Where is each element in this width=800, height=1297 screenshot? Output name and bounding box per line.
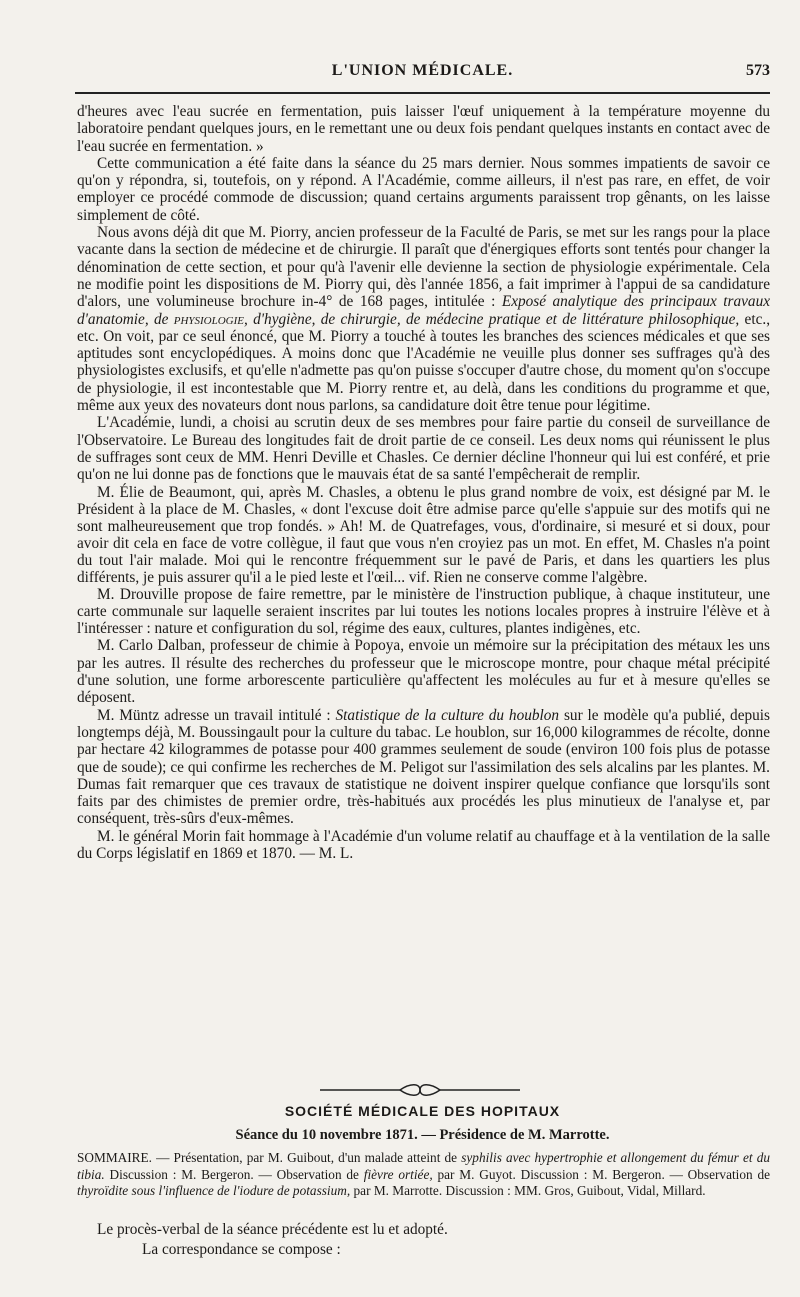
- ornament-divider: [320, 1083, 520, 1097]
- book-title-smallcaps: physiologie: [173, 310, 245, 328]
- paragraph: M. le général Morin fait hommage à l'Académie d'un volume relatif au chauffage et à la ventilation de la salle du Corps législatif en 1869 et 1870. — M. L.: [77, 827, 770, 862]
- book-title-part: , d'hygiène, de chirurgie, de médecine pratique et de littérature philosophique,: [244, 310, 740, 328]
- paragraph-text: Nous avons déjà dit que M. Piorry, ancien professeur de la Faculté de Paris, se met sur les rangs pour la place vacante dans la section de médecine et de chirurgie. Il paraît que d'énergiques efforts sont tentés pour changer la dénomination de cette section, et pour qu'à l'avenir elle devienne la section de physiologie expérimentale. Cela ne modifie point les dispositions de M. Piorry qui, dès l'année 1856, a fait imprimer à l'appui de sa candidature d'alors, une volumineuse brochure in-4° de 168 pages, intitulée :: [77, 224, 770, 311]
- paragraph: Cette communication a été faite dans la séance du 25 mars dernier. Nous sommes impatients de savoir ce qu'on y répondra, si, toutefois, on y répond. A l'Académie, comme ailleurs, il n'est pas rare, en effet, de voir employer ce procédé commode de discussion; quand certains arguments paraissent trop gênants, on les laisse simplement de côté.: [77, 154, 770, 224]
- summary-italic: syphilis avec hypertrophie et allongement du fémur et du tibia.: [77, 1150, 771, 1182]
- article-body: [77, 103, 770, 862]
- section-title: SOCIÉTÉ MÉDICALE DES HOPITAUX: [284, 1103, 561, 1119]
- paragraph: [77, 707, 770, 828]
- paragraph: [77, 224, 770, 414]
- closing-text: [77, 1220, 770, 1260]
- summary-text: Discussion : M. Bergeron. — Observation de: [109, 1166, 359, 1182]
- book-title-part: Exposé analytique des principaux travaux d'anatomie, de: [77, 293, 771, 328]
- paragraph-text: M. Müntz adresse un travail intitulé :: [97, 706, 331, 724]
- paragraph: La correspondance se compose :: [142, 1241, 341, 1258]
- paragraph: Le procès-verbal de la séance précédente est lu et adopté.: [97, 1221, 448, 1238]
- session-line: Séance du 10 novembre 1871. — Présidence de M. Marrotte.: [235, 1127, 610, 1143]
- paragraph: M. Drouville propose de faire remettre, par le ministère de l'instruction publique, à chaque instituteur, une carte communale sur laquelle seraient inscrites par lui toutes les notions locales propres à instruire l'élève et à l'intéresser : nature et configuration du sol, régime des eaux, cultures, plantes indigènes, etc.: [77, 585, 770, 638]
- paragraph: d'heures avec l'eau sucrée en fermentation, puis laisser l'œuf uniquement à la température moyenne du laboratoire pendant quelques jours, en le remettant une ou deux fois pendant quelques instants en contact avec de l'eau sucrée en fermentation. »: [77, 103, 770, 155]
- summary-text: par M. Marrotte. Discussion : MM. Gros, Guibout, Vidal, Millard.: [353, 1183, 706, 1198]
- page-number: 573: [746, 62, 770, 79]
- paragraph-text: sur le modèle qu'a publié, depuis longtemps déjà, M. Boussingault pour la culture du tabac. Le houblon, sur 16,000 kilogrammes de récolte, donne par hectare 42 kilogrammes de potasse pour 400 grammes seulement de soude (environ 100 fois plus de potasse que de soude); ce qui confirme les recherches de M. Peligot sur l'assimilation des sels alcalins par les plantes. M. Dumas fait remarquer que ces travaux de statistique ne doivent inspirer quelque confiance que lorsqu'ils sont faits par des chimistes de premier ordre, très-habitués aux procédés les plus minutieux de l'analyse et, par conséquent, très-sûrs d'eux-mêmes.: [77, 706, 770, 828]
- header-rule: [75, 92, 770, 94]
- paragraph: M. Élie de Beaumont, qui, après M. Chasles, a obtenu le plus grand nombre de voix, est désigné par M. le Président à la place de M. Chasles, « dont l'excuse doit être admise parce qu'elle s'appuie sur des motifs qui ne sont malheureusement que trop fondés. » Ah! M. de Quatrefages, vous, d'ordinaire, si mesuré et si doux, pour avoir dit cela en face de votre collègue, il faut que vous n'en croyiez pas un mot. En effet, M. Chasles n'a point du tout l'air malade. Moi qui le rencontre fréquemment sur le pavé de Paris, et dans les quartiers les plus différents, je puis assurer qu'il a le pied leste et l'œil... vif. Rien ne conserve comme l'algèbre.: [77, 483, 770, 586]
- paragraph-text: etc., etc. On voit, par ce seul énoncé, que M. Piorry a touché à toutes les branches des sciences médicales et que ses aptitudes sont encyclopédiques. A moins donc que l'Académie ne veuille plus donner ses suffrages qu'à des physiologistes exclusifs, et qu'elle n'admette pas qu'on puisse s'occuper d'autre chose, du moment qu'on s'occupe de physiologie, il est incontestable que M. Piorry rentre et, au delà, dans les conditions du programme et que, même aux yeux des novateurs dont nous parlons, sa candidature doit être tenue pour légitime.: [77, 310, 771, 415]
- running-title: L'UNION MÉDICALE.: [331, 62, 514, 79]
- summary: [77, 1150, 770, 1200]
- summary-italic: fièvre ortiée,: [363, 1166, 433, 1182]
- paragraph: L'Académie, lundi, a choisi au scrutin deux de ses membres pour faire partie du conseil de surveillance de l'Observatoire. Le Bureau des longitudes fait de droit partie de ce conseil. Les deux noms qui réunissent le plus de suffrages sont ceux de MM. Henri Deville et Chasles. Ce dernier décline l'honneur qui lui est conféré, et prie qu'on ne lui donne pas de fonctions que le mauvais état de sa santé l'empêcherait de remplir.: [77, 414, 770, 484]
- summary-text: SOMMAIRE. — Présentation, par M. Guibout, d'un malade atteint de: [77, 1150, 458, 1165]
- summary-text: par M. Guyot. Discussion : M. Bergeron. — Observation de: [437, 1166, 771, 1182]
- paragraph: M. Carlo Dalban, professeur de chimie à Popoya, envoie un mémoire sur la précipitation des métaux les uns par les autres. Il résulte des recherches du professeur que le microscope montre, pour chaque métal précipité d'une solution, une forme arborescente particulière qu'affectent les molécules au fur et à mesure qu'elles se déposent.: [77, 637, 770, 707]
- work-title: Statistique de la culture du houblon: [335, 706, 560, 724]
- page-header: [75, 62, 770, 88]
- summary-italic: thyroïdite sous l'influence de l'iodure de potassium,: [77, 1183, 351, 1198]
